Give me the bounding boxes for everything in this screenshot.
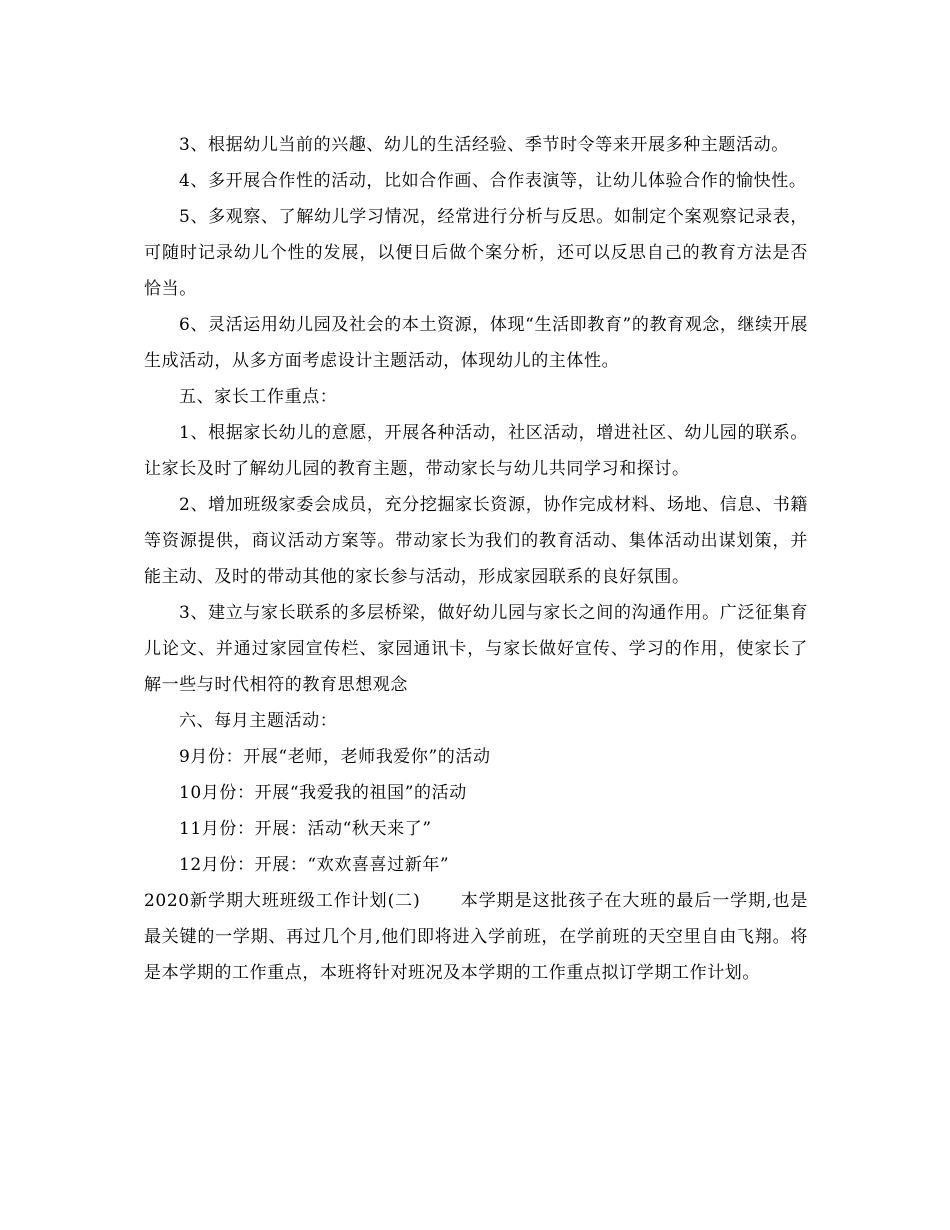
month-item-november: 11月份：开展：活动“秋天来了” <box>179 819 432 839</box>
month-item-october: 10月份：开展“我爱我的祖国”的活动 <box>179 783 467 803</box>
month-item-december: 12月份：开展：“欢欢喜喜过新年” <box>179 855 450 875</box>
paragraph-parent-1: 1、根据家长幼儿的意愿，开展各种活动，社区活动，增进社区、幼儿园的联系。让家长及时了解幼儿园的教育主题，带动家长与幼儿共同学习和探讨。 <box>144 423 808 479</box>
section-heading-monthly-themes: 六、每月主题活动： <box>179 711 338 731</box>
paragraph-parent-3: 3、建立与家长联系的多层桥梁，做好幼儿园与家长之间的沟通作用。广泛征集育儿论文、并通过家园宣传栏、家园通讯卡，与家长做好宣传、学习的作用，使家长了解一些与时代相符的教育思想观念 <box>144 603 808 695</box>
paragraph-parent-2: 2、增加班级家委会成员，充分挖掘家长资源，协作完成材料、场地、信息、书籍等资源提供，商议活动方案等。带动家长为我们的教育活动、集体活动出谋划策，并能主动、及时的带动其他的家长参与活动，形成家园联系的良好氛围。 <box>144 495 808 587</box>
paragraph-item-6: 6、灵活运用幼儿园及社会的本土资源，体现“生活即教育”的教育观念，继续开展生成活动，从多方面考虑设计主题活动，体现幼儿的主体性。 <box>144 315 808 371</box>
next-section-title: 2020新学期大班班级工作计划(二) <box>144 891 421 911</box>
paragraph-item-4: 4、多开展合作性的活动，比如合作画、合作表演等，让幼儿体验合作的愉快性。 <box>179 171 807 191</box>
paragraph-item-5: 5、多观察、了解幼儿学习情况，经常进行分析与反思。如制定个案观察记录表，可随时记录幼儿个性的发展，以便日后做个案分析，还可以反思自己的教育方法是否恰当。 <box>144 207 808 299</box>
paragraph-item-3: 3、根据幼儿当前的兴趣、幼儿的生活经验、季节时令等来开展多种主题活动。 <box>179 135 789 155</box>
document-body <box>144 127 808 991</box>
next-section-body: 本学期是这批孩子在大班的最后一学期,也是最关键的一学期、再过几个月,他们即将进入学前班，在学前班的天空里自由飞翔。将是本学期的工作重点，本班将针对班况及本学期的工作重点拟订学期工作计划。 <box>144 891 809 983</box>
next-section-paragraph <box>144 883 808 991</box>
section-heading-parent-work: 五、家长工作重点： <box>179 387 338 407</box>
month-item-september: 9月份：开展“老师，老师我爱你”的活动 <box>179 747 491 767</box>
